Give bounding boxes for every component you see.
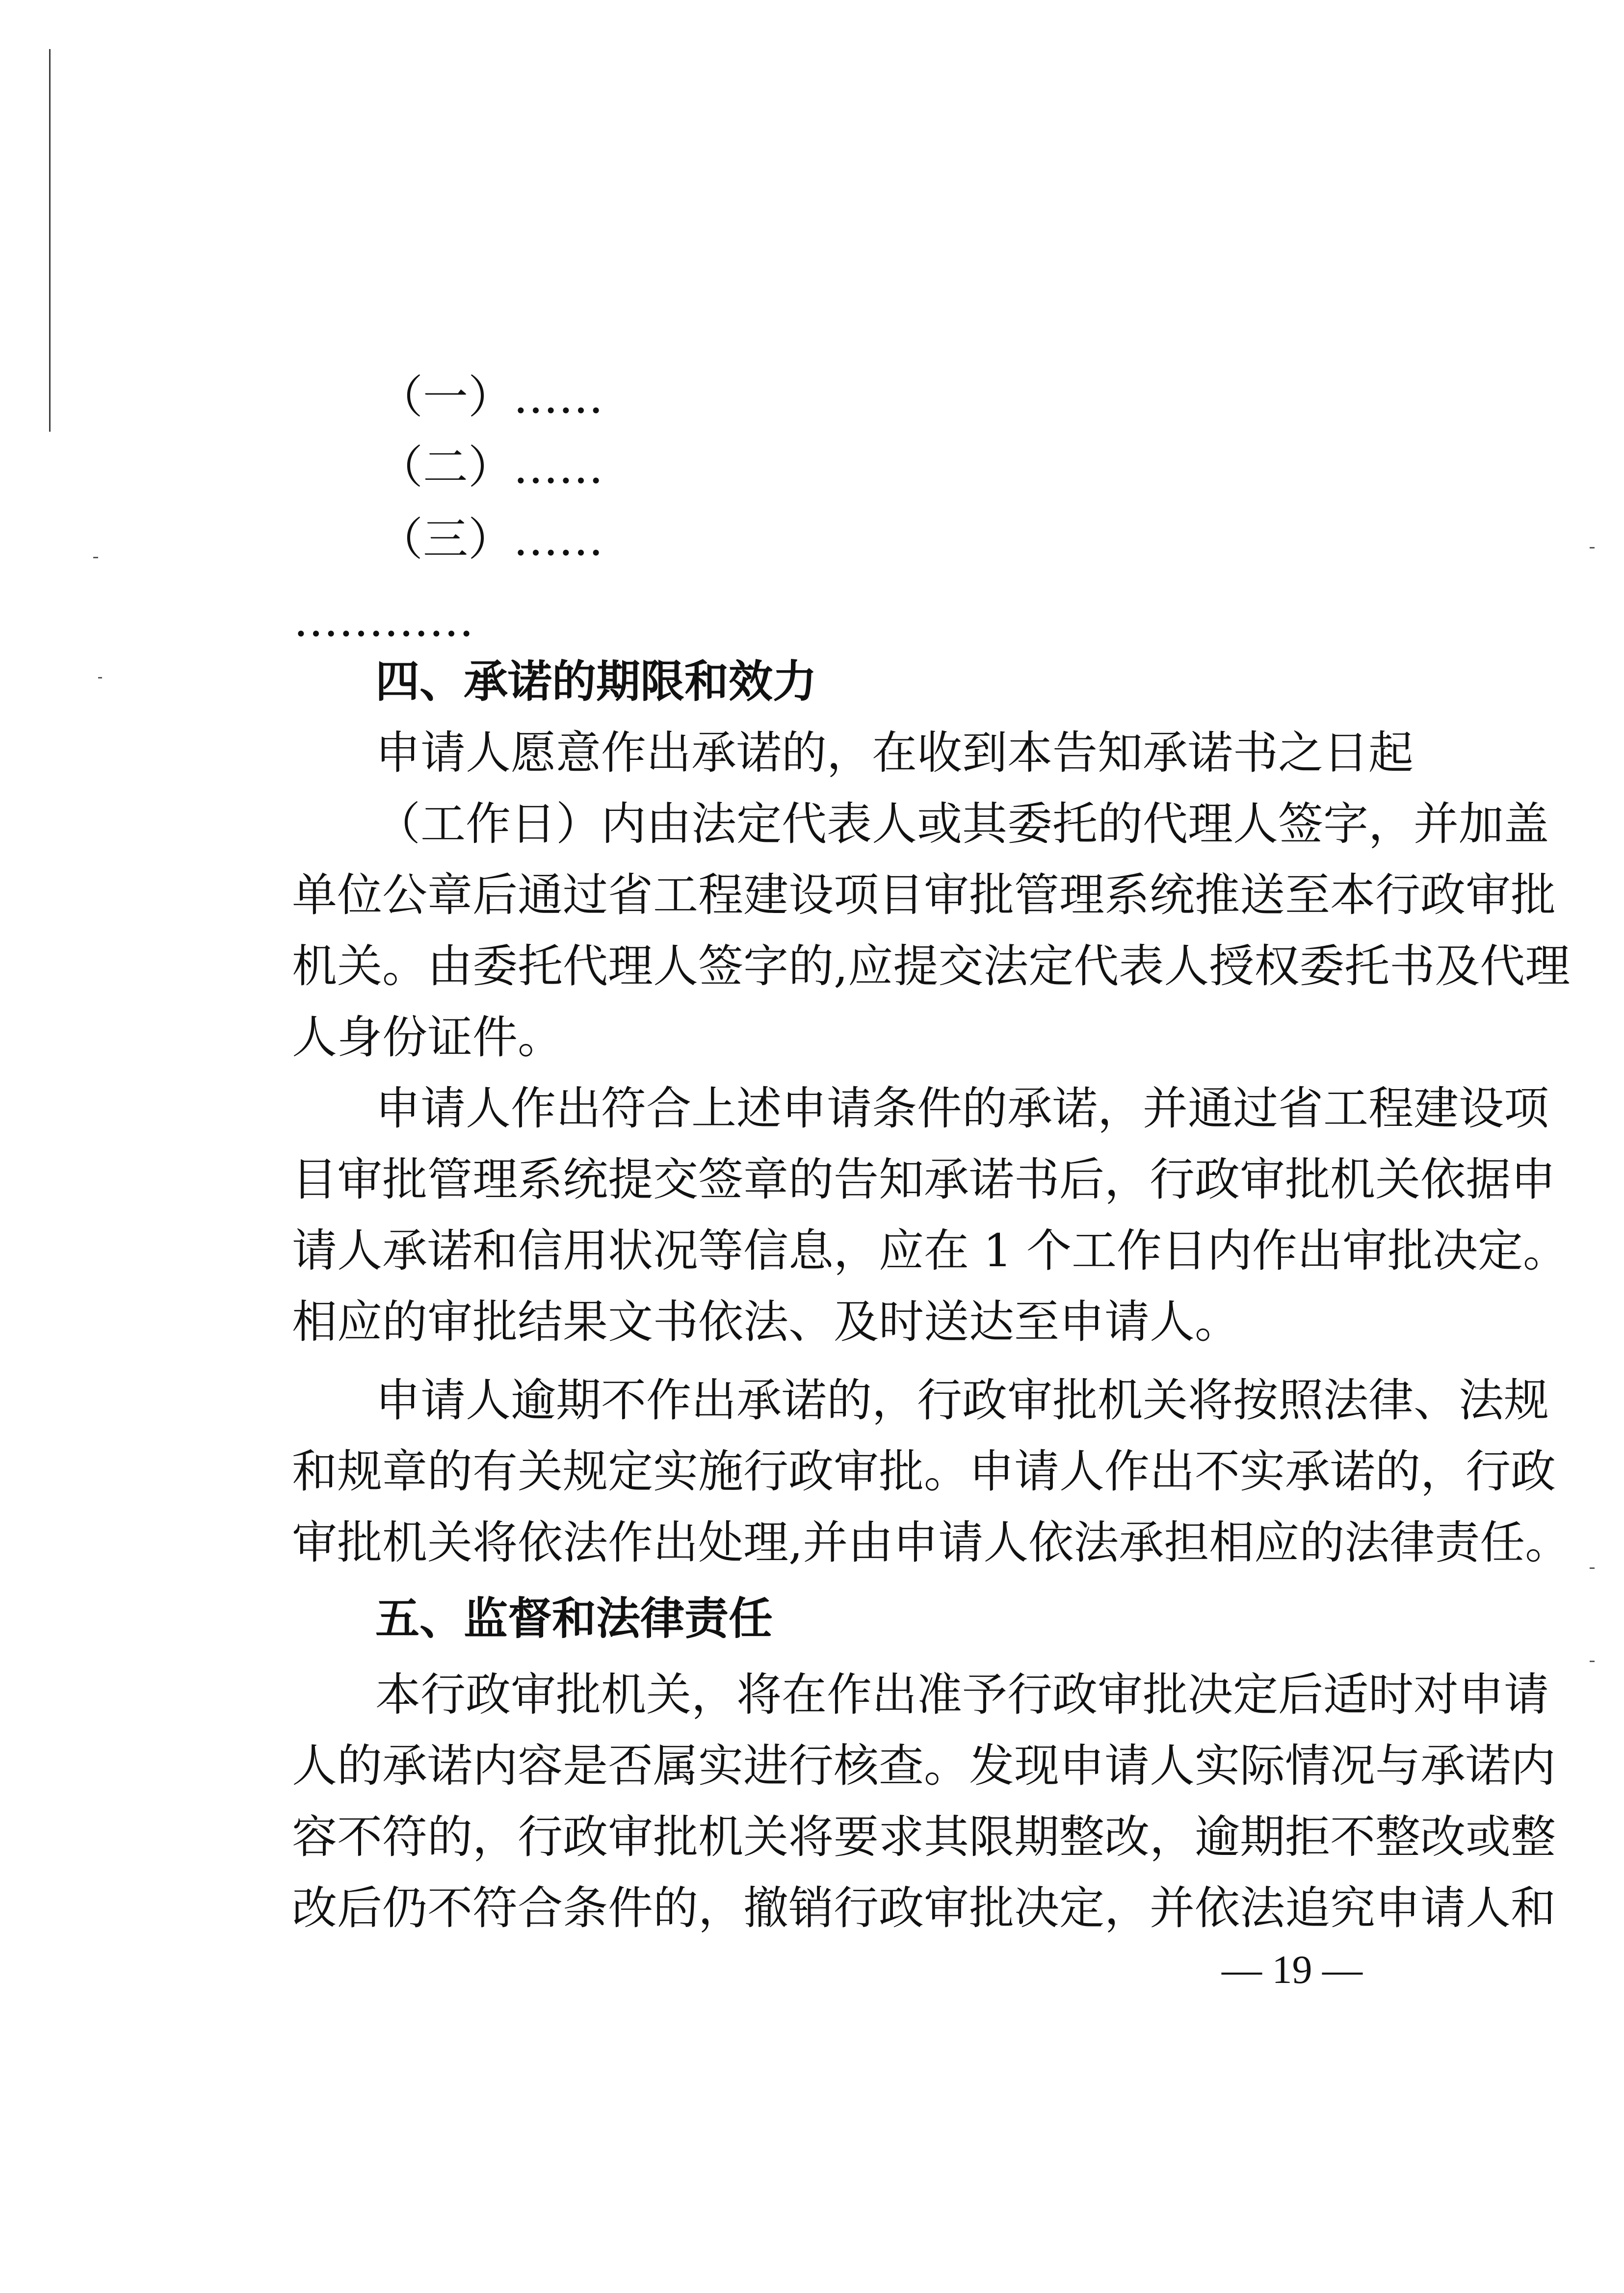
- paragraph-line: 机关。由委托代理人签字的,应提交法定代表人授权委托书及代理: [292, 940, 1571, 992]
- list-item: （一）……: [378, 371, 604, 423]
- paragraph-line: 请人承诺和信用状况等信息，应在 1 个工作日内作出审批决定。: [292, 1225, 1569, 1277]
- paragraph-line: 申请人愿意作出承诺的，在收到本告知承诺书之日起: [375, 727, 1414, 779]
- paragraph-line: 和规章的有关规定实施行政审批。申请人作出不实承诺的，行政: [292, 1445, 1556, 1498]
- scan-speck: [1590, 547, 1595, 548]
- paragraph-line: 目审批管理系统提交签章的告知承诺书后，行政审批机关依据申: [292, 1153, 1556, 1206]
- section-heading: 五、监督和法律责任: [375, 1593, 773, 1644]
- list-item: （三）……: [378, 513, 604, 566]
- section-heading: 四、承诺的期限和效力: [375, 656, 817, 707]
- scan-speck: [93, 557, 98, 558]
- scan-speck: [1590, 1661, 1595, 1662]
- paragraph-line: 申请人作出符合上述申请条件的承诺，并通过省工程建设项: [375, 1082, 1549, 1135]
- paragraph-line: （工作日）内由法定代表人或其委托的代理人签字，并加盖: [375, 798, 1549, 850]
- paragraph-line: 人身份证件。: [292, 1011, 563, 1064]
- paragraph-line: 本行政审批机关，将在作出准予行政审批决定后适时对申请: [375, 1668, 1549, 1721]
- scan-speck: [1590, 1567, 1595, 1569]
- paragraph-line: 相应的审批结果文书依法、及时送达至申请人。: [292, 1296, 1240, 1348]
- paragraph-line: 单位公章后通过省工程建设项目审批管理系统推送至本行政审批: [292, 869, 1556, 921]
- paragraph-line: 改后仍不符合条件的，撤销行政审批决定，并依法追究申请人和: [292, 1882, 1556, 1934]
- paragraph-line: 申请人逾期不作出承诺的，行政审批机关将按照法律、法规: [375, 1374, 1549, 1427]
- ellipsis-line: …………: [293, 594, 474, 647]
- scan-speck: [98, 677, 102, 678]
- page-number: — 19 —: [1222, 1947, 1362, 1992]
- paragraph-line: 容不符的，行政审批机关将要求其限期整改，逾期拒不整改或整: [292, 1811, 1556, 1863]
- paragraph-line: 人的承诺内容是否属实进行核查。发现申请人实际情况与承诺内: [292, 1740, 1556, 1792]
- list-item: （二）……: [378, 441, 604, 494]
- scan-margin-line: [49, 49, 51, 432]
- paragraph-line: 审批机关将依法作出处理,并由申请人依法承担相应的法律责任。: [292, 1516, 1571, 1569]
